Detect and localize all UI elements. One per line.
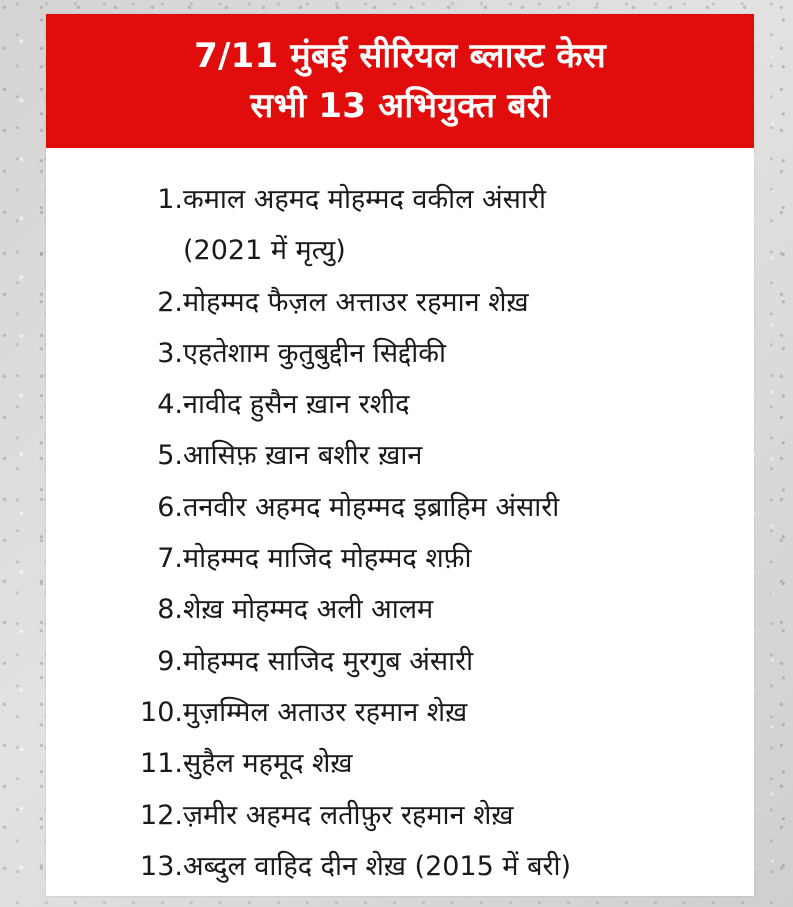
- news-card: [46, 14, 754, 896]
- list-item: [118, 584, 738, 635]
- accused-name: मोहम्मद फैज़ल अत्ताउर रहमान शेख़: [183, 286, 529, 318]
- accused-name: एहतेशाम कुतुबुद्दीन सिद्दीकी: [183, 337, 446, 369]
- list-item: [118, 277, 738, 328]
- accused-name: मोहम्मद साजिद मुरगुब अंसारी: [183, 645, 474, 677]
- item-number: 8.: [157, 594, 183, 626]
- list-item: [118, 430, 738, 481]
- accused-name: मोहम्मद माजिद मोहम्मद शफ़ी: [183, 543, 472, 575]
- item-number: 5.: [157, 440, 183, 472]
- item-number: 2.: [157, 286, 183, 318]
- accused-name: अब्दुल वाहिद दीन शेख़ (2015 में बरी): [183, 850, 572, 882]
- list-item: [118, 738, 738, 789]
- accused-name: आसिफ़ ख़ान बशीर ख़ान: [183, 440, 423, 472]
- item-number: 11.: [140, 748, 183, 780]
- list-item: [118, 379, 738, 430]
- accused-name: सुहैल महमूद शेख़: [183, 748, 353, 780]
- accused-name: तनवीर अहमद मोहम्मद इब्राहिम अंसारी: [183, 491, 560, 523]
- list-item: [118, 482, 738, 533]
- headline-line-2: सभी 13 अभियुक्त बरी: [250, 86, 550, 126]
- item-number: 7.: [157, 543, 183, 575]
- accused-name: ज़मीर अहमद लतीफ़ुर रहमान शेख़: [183, 799, 514, 831]
- item-number: 6.: [157, 491, 183, 523]
- accused-name: मुज़म्मिल अताउर रहमान शेख़: [183, 696, 468, 728]
- item-number: 12.: [140, 799, 183, 831]
- accused-note: (2021 में मृत्यु): [183, 235, 346, 267]
- list-item: [118, 687, 738, 738]
- item-number: 10.: [140, 696, 183, 728]
- accused-name: कमाल अहमद मोहम्मद वकील अंसारी: [183, 184, 546, 215]
- list-item: [118, 636, 738, 687]
- item-number: 4.: [157, 389, 183, 421]
- accused-list: [118, 174, 738, 892]
- item-number: 13.: [140, 850, 183, 882]
- item-number: 1.: [157, 184, 183, 215]
- item-number: 3.: [157, 337, 183, 369]
- list-item: [118, 841, 738, 892]
- item-number: 9.: [157, 645, 183, 677]
- list-item: [118, 328, 738, 379]
- accused-name: शेख़ मोहम्मद अली आलम: [183, 594, 434, 626]
- list-item: [118, 174, 738, 277]
- headline-line-1: 7/11 मुंबई सीरियल ब्लास्ट केस: [194, 36, 606, 76]
- accused-name: नावीद हुसैन ख़ान रशीद: [183, 389, 410, 421]
- list-item: [118, 790, 738, 841]
- list-item: [118, 533, 738, 584]
- headline-banner: [46, 14, 754, 148]
